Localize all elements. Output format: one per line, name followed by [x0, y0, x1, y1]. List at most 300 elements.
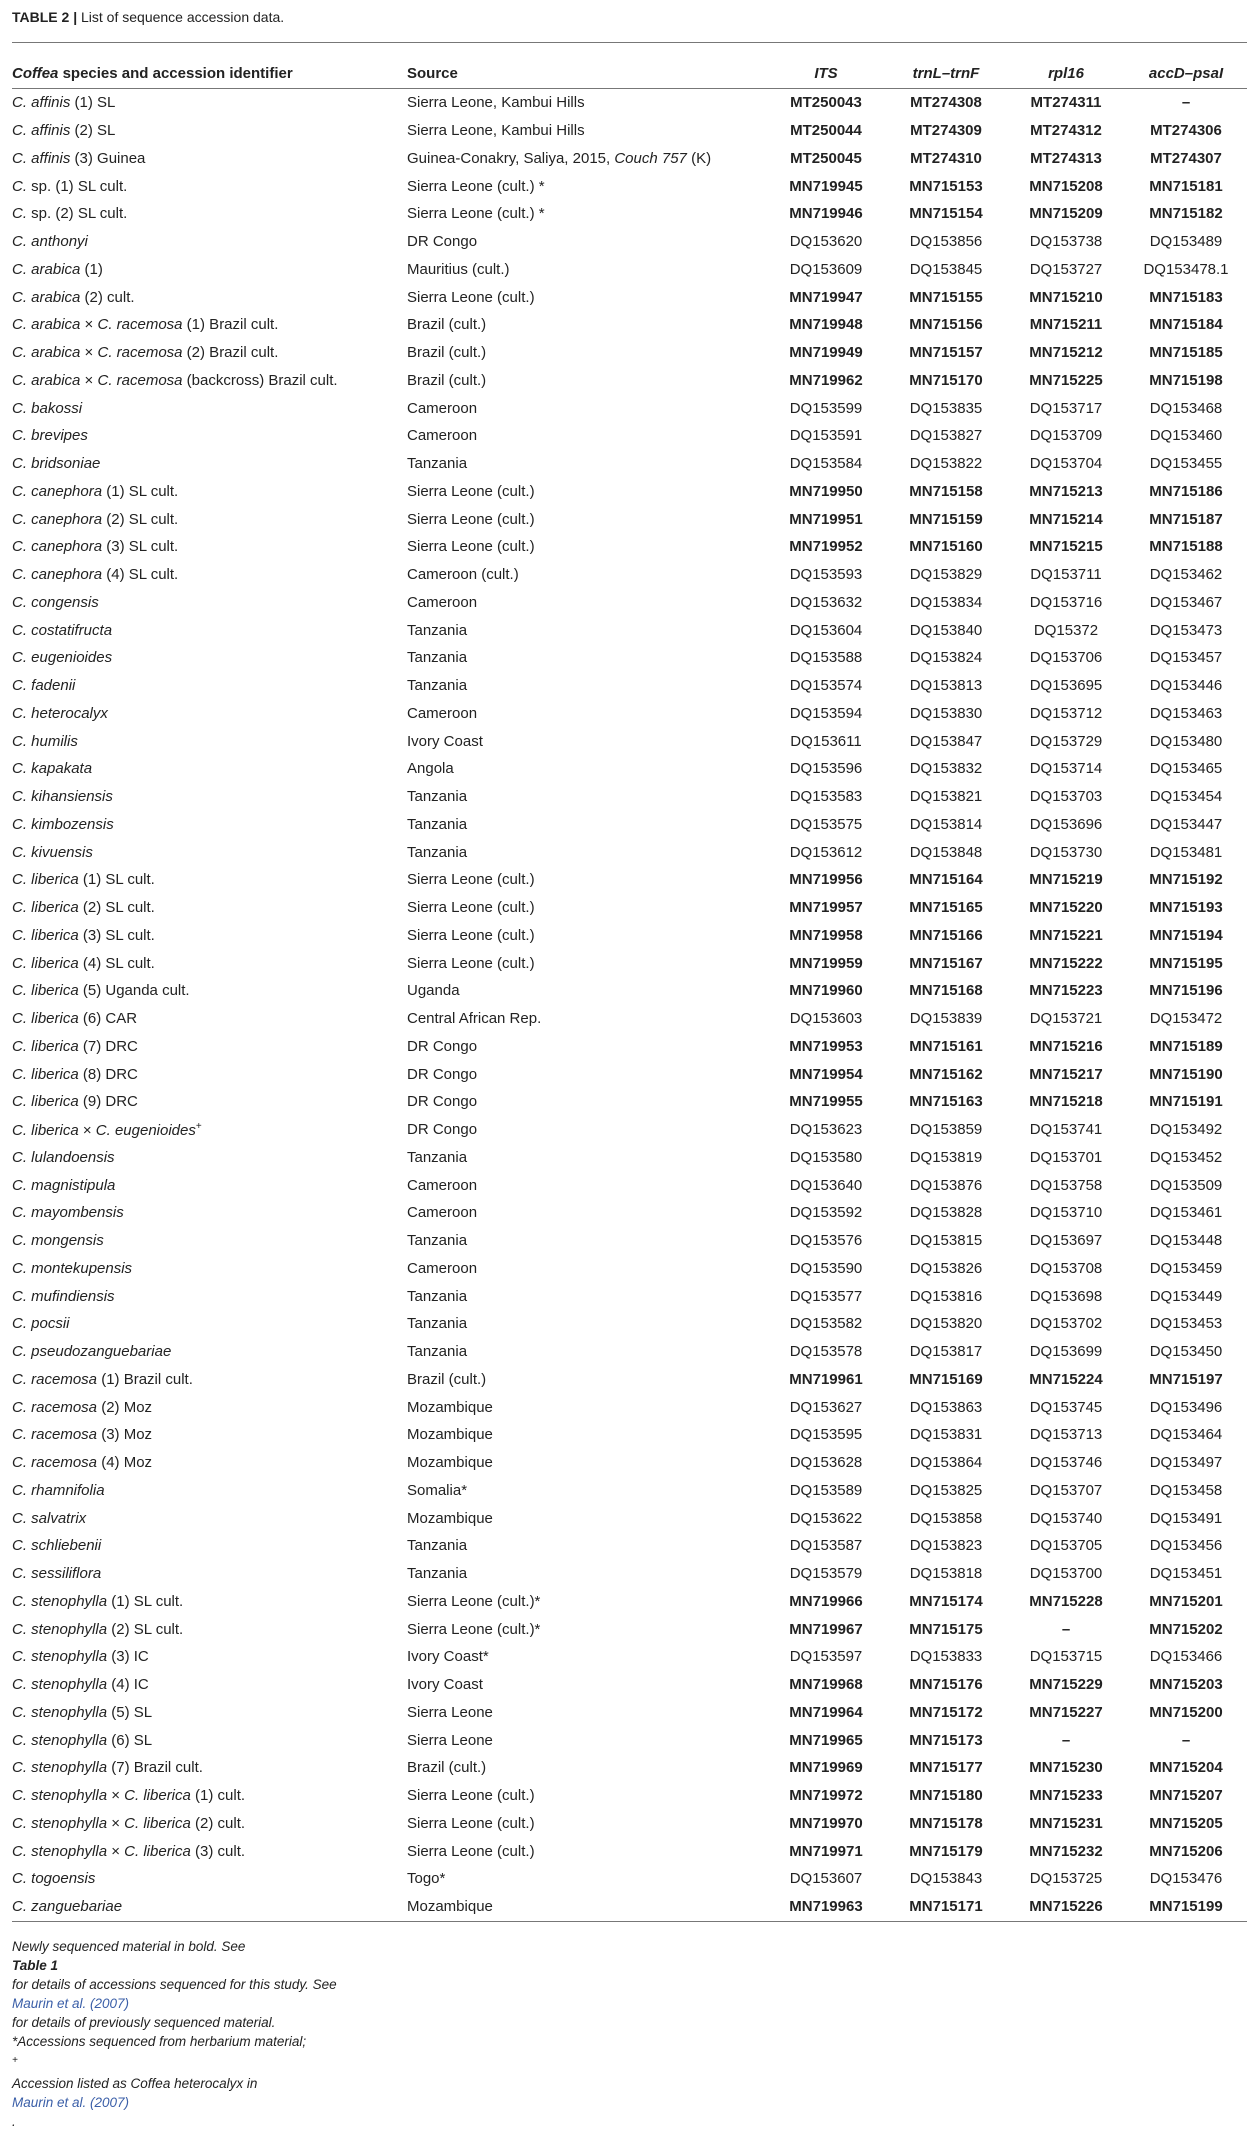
cell-accd: DQ153473: [1149, 621, 1223, 639]
text-segment: C. canephora: [12, 510, 103, 528]
text-segment: (4) SL cult.: [102, 566, 179, 584]
cell-trnl: DQ153816: [909, 1287, 983, 1305]
header-its: ITS: [814, 64, 838, 82]
cell-rpl16: MT274312: [1030, 122, 1102, 140]
cell-trnl: DQ153825: [909, 1481, 983, 1499]
text-segment: Guinea-Conakry, Saliya, 2015,: [407, 149, 615, 167]
text-segment: C. pseudozanguebariae: [12, 1343, 172, 1361]
cell-accd: DQ153463: [1149, 704, 1223, 722]
cell-its: DQ153597: [789, 1648, 863, 1666]
cell-rpl16: MN715215: [1029, 538, 1103, 556]
cell-species: [12, 533, 407, 561]
table-row: [12, 1560, 1247, 1588]
cell-rpl16: MN715218: [1029, 1093, 1103, 1111]
cell-species: [12, 1893, 407, 1921]
text-segment: C. kivuensis: [12, 843, 93, 861]
accession-table: [12, 58, 1247, 1922]
text-segment: C. mayombensis: [12, 1204, 124, 1222]
cell-its: MN719952: [789, 538, 863, 556]
cell-rpl16: MN715230: [1029, 1759, 1103, 1777]
text-segment: C. stenophylla: [12, 1731, 108, 1749]
table-row: [12, 339, 1247, 367]
cell-accd: MN715204: [1149, 1759, 1223, 1777]
cell-trnl: DQ153848: [909, 843, 983, 861]
cell-trnl: DQ153829: [909, 566, 983, 584]
table-row: [12, 1643, 1247, 1671]
text-segment: C. liberica: [12, 871, 79, 889]
cell-trnl: DQ153820: [909, 1315, 983, 1333]
cell-accd: MN715206: [1149, 1842, 1223, 1860]
cell-source: Tanzania: [407, 649, 468, 667]
cell-rpl16: DQ153703: [1029, 788, 1103, 806]
citation-link[interactable]: Maurin et al. (2007): [12, 2094, 130, 2110]
cell-source: Brazil (cult.): [407, 371, 487, 389]
table-body: [12, 89, 1247, 1922]
cell-source: Mozambique: [407, 1454, 493, 1472]
cell-accd: MN715202: [1149, 1620, 1223, 1638]
table-row: [12, 1449, 1247, 1477]
cell-its: MN719951: [789, 510, 863, 528]
cell-trnl: MN715156: [909, 316, 983, 334]
cell-its: DQ153594: [789, 704, 863, 722]
cell-species: [12, 1255, 407, 1283]
table-row: [12, 700, 1247, 728]
cell-trnl: MN715179: [909, 1842, 983, 1860]
cell-trnl: DQ153834: [909, 593, 983, 611]
cell-rpl16: MN715216: [1029, 1037, 1103, 1055]
cell-rpl16: DQ153725: [1029, 1870, 1103, 1888]
cell-its: DQ153575: [789, 815, 863, 833]
text-segment: (3) Moz: [97, 1426, 153, 1444]
cell-rpl16: DQ153696: [1029, 815, 1103, 833]
cell-accd: DQ153497: [1149, 1454, 1223, 1472]
cell-source: Sierra Leone (cult.): [407, 899, 535, 917]
cell-rpl16: DQ153729: [1029, 732, 1103, 750]
cell-trnl: DQ153856: [909, 233, 983, 251]
cell-its: DQ153603: [789, 1010, 863, 1028]
cell-trnl: DQ153813: [909, 677, 983, 695]
cell-accd: MN715192: [1149, 871, 1223, 889]
cell-species: [12, 561, 407, 589]
table-row: [12, 783, 1247, 811]
cell-trnl: MN715170: [909, 371, 983, 389]
cell-species: [12, 1199, 407, 1227]
cell-its: MN719946: [789, 205, 863, 223]
text-segment: C. racemosa: [97, 316, 183, 334]
cell-source: Tanzania: [407, 843, 468, 861]
cell-its: MN719957: [789, 899, 863, 917]
cell-species: [12, 200, 407, 228]
cell-species: [12, 1338, 407, 1366]
cell-trnl: DQ153831: [909, 1426, 983, 1444]
table-row: [12, 1421, 1247, 1449]
cell-rpl16: MN715219: [1029, 871, 1103, 889]
cell-source: Sierra Leone: [407, 1731, 493, 1749]
text-segment: (1) SL: [70, 94, 116, 112]
cell-accd: MN715184: [1149, 316, 1223, 334]
table-notes: [12, 1937, 1247, 2131]
cell-source: Brazil (cult.): [407, 1370, 487, 1388]
cell-its: DQ153587: [789, 1537, 863, 1555]
cell-accd: DQ153450: [1149, 1343, 1223, 1361]
cell-its: MN719945: [789, 177, 863, 195]
text-segment: (5) Uganda cult.: [78, 982, 190, 1000]
cell-accd: MN715190: [1149, 1065, 1223, 1083]
cell-species: [12, 339, 407, 367]
table-row: [12, 450, 1247, 478]
cell-source: Tanzania: [407, 788, 468, 806]
cell-trnl: DQ153839: [909, 1010, 983, 1028]
text-segment: (5) SL: [107, 1703, 153, 1721]
cell-trnl: MN715168: [909, 982, 983, 1000]
cell-accd: DQ153457: [1149, 649, 1223, 667]
cell-trnl: MN715166: [909, 926, 983, 944]
cell-trnl: DQ153817: [909, 1343, 983, 1361]
cell-its: DQ153623: [789, 1121, 863, 1139]
cell-trnl: DQ153828: [909, 1204, 983, 1222]
cell-its: DQ153640: [789, 1176, 863, 1194]
cell-its: MN719961: [789, 1370, 863, 1388]
cell-its: MN719972: [789, 1787, 863, 1805]
table-row: [12, 1338, 1247, 1366]
cell-species: [12, 1310, 407, 1338]
cell-its: DQ153604: [789, 621, 863, 639]
cell-its: DQ153592: [789, 1204, 863, 1222]
cell-species: [12, 228, 407, 256]
text-segment: C. stenophylla: [12, 1759, 108, 1777]
text-segment: (backcross) Brazil cult.: [182, 371, 338, 389]
cell-trnl: DQ153824: [909, 649, 983, 667]
text-segment: C. togoensis: [12, 1870, 96, 1888]
cell-trnl: MN715174: [909, 1592, 983, 1610]
cell-accd: MN715194: [1149, 926, 1223, 944]
cell-rpl16: MN715231: [1029, 1814, 1103, 1832]
cell-its: MN719949: [789, 344, 863, 362]
text-segment: (1) Brazil cult.: [97, 1370, 193, 1388]
cell-its: DQ153588: [789, 649, 863, 667]
table-row: [12, 894, 1247, 922]
table-row: [12, 811, 1247, 839]
cell-its: DQ153580: [789, 1148, 863, 1166]
cell-its: MN719948: [789, 316, 863, 334]
text-segment: C. affinis: [12, 94, 71, 112]
text-segment: ×: [80, 316, 98, 334]
cell-trnl: DQ153847: [909, 732, 983, 750]
cell-accd: MN715195: [1149, 954, 1223, 972]
table-row: [12, 1754, 1247, 1782]
table-row: [12, 755, 1247, 783]
cell-species: [12, 838, 407, 866]
cell-its: MN719950: [789, 482, 863, 500]
cell-its: MT250043: [790, 94, 862, 112]
text-segment: C. rhamnifolia: [12, 1481, 105, 1499]
cell-rpl16: DQ153707: [1029, 1481, 1103, 1499]
cell-its: MN719970: [789, 1814, 863, 1832]
cell-source: Ivory Coast: [407, 1676, 483, 1694]
cell-accd: DQ153454: [1149, 788, 1223, 806]
cell-trnl: MN715162: [909, 1065, 983, 1083]
cell-source: Brazil (cult.): [407, 1759, 487, 1777]
cell-species: [12, 145, 407, 173]
cell-accd: DQ153492: [1149, 1121, 1223, 1139]
cell-source: Ivory Coast*: [407, 1648, 489, 1666]
cell-rpl16: MN715212: [1029, 344, 1103, 362]
cell-source: DR Congo: [407, 1121, 478, 1139]
text-segment: sp. (1) SL cult.: [27, 177, 128, 195]
text-segment: (9) DRC: [78, 1093, 138, 1111]
cell-species: [12, 1144, 407, 1172]
cell-source: Angola: [407, 760, 454, 778]
text-segment: *Accessions sequenced from herbarium material;: [12, 2034, 307, 2049]
caption-label: TABLE 2 |: [12, 9, 78, 25]
cell-trnl: MN715161: [909, 1037, 983, 1055]
table-row: [12, 922, 1247, 950]
cell-accd: MN715187: [1149, 510, 1223, 528]
text-segment: C. canephora: [12, 566, 103, 584]
cell-species: [12, 367, 407, 395]
cell-accd: DQ153480: [1149, 732, 1223, 750]
cell-rpl16: DQ153698: [1029, 1287, 1103, 1305]
table-row: [12, 1088, 1247, 1116]
cell-species: [12, 172, 407, 200]
table-row: [12, 1005, 1247, 1033]
cell-species: [12, 1726, 407, 1754]
cell-source: Tanzania: [407, 1343, 468, 1361]
text-segment: (3) cult.: [190, 1842, 246, 1860]
cell-rpl16: DQ153745: [1029, 1398, 1103, 1416]
text-segment: C. costatifructa: [12, 621, 113, 639]
cell-source: Tanzania: [407, 455, 468, 473]
header-source: Source: [407, 64, 458, 82]
cell-accd: MT274306: [1150, 122, 1222, 140]
cell-trnl: MN715157: [909, 344, 983, 362]
text-segment: C. pocsii: [12, 1315, 70, 1333]
cell-species: [12, 1782, 407, 1810]
cell-species: [12, 1171, 407, 1199]
cell-source: Tanzania: [407, 1565, 468, 1583]
cell-species: [12, 1699, 407, 1727]
text-segment: (1) SL cult.: [102, 482, 179, 500]
table-row: [12, 1116, 1247, 1144]
cell-source: Sierra Leone (cult.): [407, 1787, 535, 1805]
text-segment: C. anthonyi: [12, 233, 88, 251]
cell-species: [12, 811, 407, 839]
cell-its: MN719960: [789, 982, 863, 1000]
cell-accd: DQ153509: [1149, 1176, 1223, 1194]
cell-rpl16: DQ153713: [1029, 1426, 1103, 1444]
text-segment: C. racemosa: [12, 1370, 98, 1388]
cell-accd: MN715198: [1149, 371, 1223, 389]
cell-accd: DQ153468: [1149, 399, 1223, 417]
cell-source: Tanzania: [407, 1232, 468, 1250]
cell-rpl16: DQ153695: [1029, 677, 1103, 695]
cell-rpl16: DQ153716: [1029, 593, 1103, 611]
cell-source: Sierra Leone: [407, 1703, 493, 1721]
table-row: [12, 283, 1247, 311]
cell-rpl16: MN715224: [1029, 1370, 1103, 1388]
cell-source: DR Congo: [407, 1037, 478, 1055]
text-segment: C. liberica: [12, 899, 79, 917]
cell-species: [12, 977, 407, 1005]
cell-source: Ivory Coast: [407, 732, 483, 750]
cell-source: Sierra Leone (cult.) *: [407, 177, 545, 195]
cell-rpl16: MN715223: [1029, 982, 1103, 1000]
cell-source: Sierra Leone (cult.)*: [407, 1620, 541, 1638]
cell-rpl16: MN715217: [1029, 1065, 1103, 1083]
cell-rpl16: DQ153708: [1029, 1259, 1103, 1277]
text-segment: (2) cult.: [80, 288, 135, 306]
table-row: [12, 228, 1247, 256]
cell-trnl: MN715178: [909, 1814, 983, 1832]
text-segment: C. liberica: [12, 1037, 79, 1055]
cell-source: Tanzania: [407, 1287, 468, 1305]
cell-source: Somalia*: [407, 1481, 468, 1499]
cell-accd: MN715207: [1149, 1787, 1223, 1805]
cell-source: Tanzania: [407, 815, 468, 833]
cell-trnl: MN715164: [909, 871, 983, 889]
text-segment: C. arabica: [12, 288, 81, 306]
table-row: [12, 977, 1247, 1005]
cell-its: MN719947: [789, 288, 863, 306]
header-rpl16: rpl16: [1048, 64, 1084, 82]
text-segment: (7) Brazil cult.: [107, 1759, 203, 1777]
table-row: [12, 1671, 1247, 1699]
cell-species: [12, 311, 407, 339]
table-row: [12, 478, 1247, 506]
cell-rpl16: DQ153702: [1029, 1315, 1103, 1333]
cell-rpl16: DQ153714: [1029, 760, 1103, 778]
cell-trnl: MN715165: [909, 899, 983, 917]
cell-species: [12, 1227, 407, 1255]
text-segment: (3) IC: [107, 1648, 149, 1666]
cell-its: DQ153632: [789, 593, 863, 611]
table-row: [12, 117, 1247, 145]
cell-source: Sierra Leone (cult.): [407, 482, 535, 500]
text-segment: C. liberica: [12, 1121, 79, 1139]
cell-accd: DQ153452: [1149, 1148, 1223, 1166]
text-segment: C. stenophylla: [12, 1620, 108, 1638]
text-segment: C. schliebenii: [12, 1537, 102, 1555]
cell-source: Cameroon: [407, 427, 478, 445]
cell-species: [12, 589, 407, 617]
cell-trnl: MN715171: [909, 1898, 983, 1916]
text-segment: C. stenophylla: [12, 1842, 108, 1860]
table-row: [12, 1171, 1247, 1199]
cell-accd: MN715199: [1149, 1898, 1223, 1916]
cell-trnl: DQ153858: [909, 1509, 983, 1527]
cell-species: [12, 783, 407, 811]
text-segment: Accession listed as Coffea heterocalyx in: [12, 2075, 258, 2091]
cell-its: DQ153628: [789, 1454, 863, 1472]
cell-accd: DQ153464: [1149, 1426, 1223, 1444]
cell-species: [12, 478, 407, 506]
cell-source: Tanzania: [407, 1537, 468, 1555]
cell-source: Sierra Leone (cult.)*: [407, 1592, 541, 1610]
table-row: [12, 533, 1247, 561]
cell-trnl: MN715154: [909, 205, 983, 223]
cell-source: Cameroon: [407, 1176, 478, 1194]
note-line-2: [12, 2032, 1247, 2131]
cell-species: [12, 1588, 407, 1616]
cell-its: MN719954: [789, 1065, 863, 1083]
text-segment: C. bridsoniae: [12, 455, 101, 473]
cell-trnl: DQ153845: [909, 260, 983, 278]
text-segment: C. racemosa: [97, 344, 183, 362]
cell-rpl16: DQ153721: [1029, 1010, 1103, 1028]
text-segment: (3) Guinea: [70, 149, 146, 167]
text-segment: C. stenophylla: [12, 1703, 108, 1721]
cell-its: DQ153578: [789, 1343, 863, 1361]
cell-source: Mozambique: [407, 1426, 493, 1444]
cell-accd: –: [1181, 1731, 1191, 1749]
cell-accd: MN715196: [1149, 982, 1223, 1000]
table-row: [12, 1588, 1247, 1616]
table-row: [12, 89, 1247, 117]
text-segment: (2) SL cult.: [78, 899, 155, 917]
cell-source: Sierra Leone (cult.): [407, 1842, 535, 1860]
table-caption: [12, 8, 284, 26]
cell-its: MN719965: [789, 1731, 863, 1749]
table-row: [12, 616, 1247, 644]
text-segment: C. liberica: [124, 1842, 191, 1860]
table-row: [12, 838, 1247, 866]
cell-species: [12, 394, 407, 422]
cell-its: DQ153576: [789, 1232, 863, 1250]
table-row: [12, 561, 1247, 589]
text-segment: Newly sequenced material in bold. See: [12, 1939, 246, 1954]
cell-rpl16: –: [1061, 1620, 1071, 1638]
cell-trnl: MN715155: [909, 288, 983, 306]
note-line-1: [12, 1937, 1247, 2032]
cell-species: [12, 1865, 407, 1893]
cell-species: [12, 1033, 407, 1061]
text-segment: C. racemosa: [12, 1426, 98, 1444]
text-segment: ×: [107, 1842, 125, 1860]
table-row: [12, 172, 1247, 200]
header-row: [12, 58, 1247, 89]
text-segment: ×: [107, 1787, 125, 1805]
cell-species: [12, 922, 407, 950]
text-segment: (K): [686, 149, 712, 167]
text-segment: C. liberica: [12, 1010, 79, 1028]
text-segment: C. stenophylla: [12, 1676, 108, 1694]
text-segment: C. liberica: [124, 1787, 191, 1805]
cell-trnl: DQ153814: [909, 815, 983, 833]
cell-accd: DQ153461: [1149, 1204, 1223, 1222]
cell-source: Cameroon (cult.): [407, 566, 519, 584]
cell-accd: MN715203: [1149, 1676, 1223, 1694]
cell-source: Sierra Leone (cult.): [407, 871, 535, 889]
text-segment: C. canephora: [12, 482, 103, 500]
cell-accd: MN715183: [1149, 288, 1223, 306]
table-row: [12, 949, 1247, 977]
cell-species: [12, 1615, 407, 1643]
cell-its: MT250044: [790, 122, 862, 140]
text-segment: (7) DRC: [78, 1037, 138, 1055]
table-row: [12, 1532, 1247, 1560]
cell-trnl: DQ153821: [909, 788, 983, 806]
cell-accd: DQ153456: [1149, 1537, 1223, 1555]
cell-accd: MN715193: [1149, 899, 1223, 917]
cell-source: Cameroon: [407, 399, 478, 417]
cell-accd: DQ153460: [1149, 427, 1223, 445]
cell-trnl: MN715177: [909, 1759, 983, 1777]
citation-link[interactable]: Maurin et al. (2007): [12, 1996, 130, 2011]
text-segment: C. stenophylla: [12, 1787, 108, 1805]
cell-species: [12, 1754, 407, 1782]
text-segment: C. racemosa: [97, 371, 183, 389]
cell-rpl16: DQ15372: [1033, 621, 1099, 639]
